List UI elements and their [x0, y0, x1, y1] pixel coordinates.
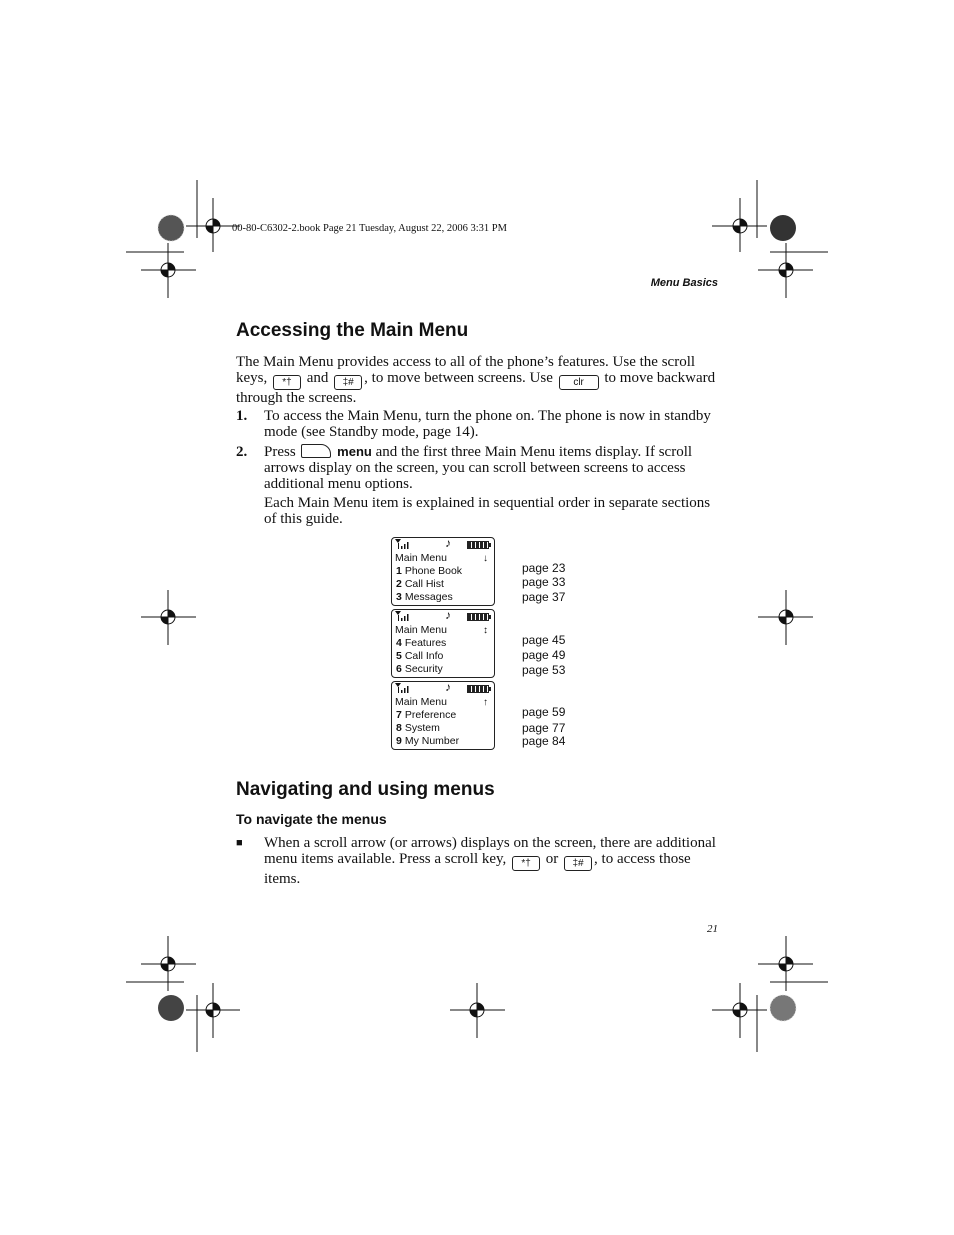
menu-item-call-hist: 2 Call Hist	[396, 578, 444, 590]
signal-icon	[395, 683, 409, 693]
step-1-text: To access the Main Menu, turn the phone on. The phone is now in standby mode (see Standby mode, page 14).	[264, 408, 711, 440]
page-ref: page 37	[522, 590, 566, 604]
signal-icon	[395, 611, 409, 621]
menu-item-security: 6 Security	[396, 663, 443, 675]
step-2-number: 2.	[236, 444, 248, 460]
page-ref: page 49	[522, 648, 566, 662]
menu-item-phone-book: 1 Phone Book	[396, 565, 463, 577]
book-file-line: 00-80-C6302-2.book Page 21 Tuesday, August 22, 2006 3:31 PM	[232, 223, 507, 234]
section-heading-navigating-menus: Navigating and using menus	[236, 779, 495, 800]
section-heading-accessing-main-menu: Accessing the Main Menu	[236, 320, 469, 341]
bullet-text-3: , to access those items.	[264, 851, 691, 887]
page-number: 21	[707, 923, 718, 935]
screen-title-row	[392, 552, 494, 565]
step-2-pre: Press	[264, 444, 296, 460]
bullet-text-1: When a scroll arrow (or arrows) displays on the screen, there are additional menu items available. Press a scroll key,	[264, 835, 716, 867]
page-ref: page 59	[522, 705, 566, 719]
signal-icon	[395, 539, 409, 549]
screen-title-row	[392, 696, 494, 709]
step-1-number: 1.	[236, 408, 248, 424]
intro-text-2: and	[306, 370, 329, 386]
intro-text-3: , to move between screens. Use	[364, 370, 553, 386]
bullet-text-2: or	[545, 851, 559, 867]
intro-text-1: The Main Menu provides access to all of the phone’s features. Use the scroll keys,	[236, 354, 696, 386]
menu-item-call-info: 5 Call Info	[396, 650, 444, 662]
menu-item-preference: 7 Preference	[396, 709, 457, 721]
menu-item-my-number: 9 My Number	[396, 735, 460, 747]
menu-softkey-icon	[301, 444, 331, 458]
phone-screen-2	[391, 609, 495, 678]
intro-paragraph	[236, 354, 720, 406]
screen-title: Main Menu	[395, 696, 447, 708]
music-note-icon: ♪	[445, 608, 451, 622]
phone-screen-3	[391, 681, 495, 750]
screen-title-row	[392, 624, 494, 637]
subheading-to-navigate: To navigate the menus	[236, 811, 387, 827]
menu-item-features: 4 Features	[396, 637, 447, 649]
intro-text-4: to move backward through the screens.	[236, 370, 716, 406]
menu-item-messages: 3 Messages	[396, 591, 453, 603]
page-ref: page 53	[522, 663, 566, 677]
phone-screen-1	[391, 537, 495, 606]
menu-softkey-label: menu	[337, 444, 372, 459]
screen-title: Main Menu	[395, 552, 447, 564]
page-ref: page 23	[522, 561, 566, 575]
page-ref: page 84	[522, 734, 566, 748]
pound-scroll-key-icon: ‡#	[334, 375, 362, 390]
step-2-text	[264, 444, 720, 492]
running-head: Menu Basics	[650, 277, 718, 289]
navigate-bullet-text	[264, 835, 720, 887]
clr-key-icon: clr	[559, 375, 599, 390]
battery-icon	[467, 541, 489, 549]
battery-icon	[467, 685, 489, 693]
music-note-icon: ♪	[445, 680, 451, 694]
menu-item-system: 8 System	[396, 722, 440, 734]
page-ref: page 33	[522, 575, 566, 589]
star-scroll-key-icon: *†	[273, 375, 301, 390]
scroll-up-down-arrow-icon: ↕	[483, 625, 488, 636]
step-2-post: and the first three Main Menu items display. If scroll arrows display on the screen, you can scroll between screens to access additional menu options.	[264, 444, 693, 492]
status-bar	[392, 682, 494, 696]
bullet-square-icon: ■	[236, 837, 243, 849]
music-note-icon: ♪	[445, 536, 451, 550]
main-menu-note: Each Main Menu item is explained in sequential order in separate sections of this guide.	[264, 495, 711, 527]
page-ref: page 45	[522, 633, 566, 647]
status-bar	[392, 538, 494, 552]
scroll-down-arrow-icon: ↓	[483, 553, 488, 564]
star-scroll-key-icon: *†	[512, 856, 540, 871]
scroll-up-arrow-icon: ↑	[483, 697, 488, 708]
pound-scroll-key-icon: ‡#	[564, 856, 592, 871]
page-ref: page 77	[522, 721, 566, 735]
screen-title: Main Menu	[395, 624, 447, 636]
status-bar	[392, 610, 494, 624]
battery-icon	[467, 613, 489, 621]
